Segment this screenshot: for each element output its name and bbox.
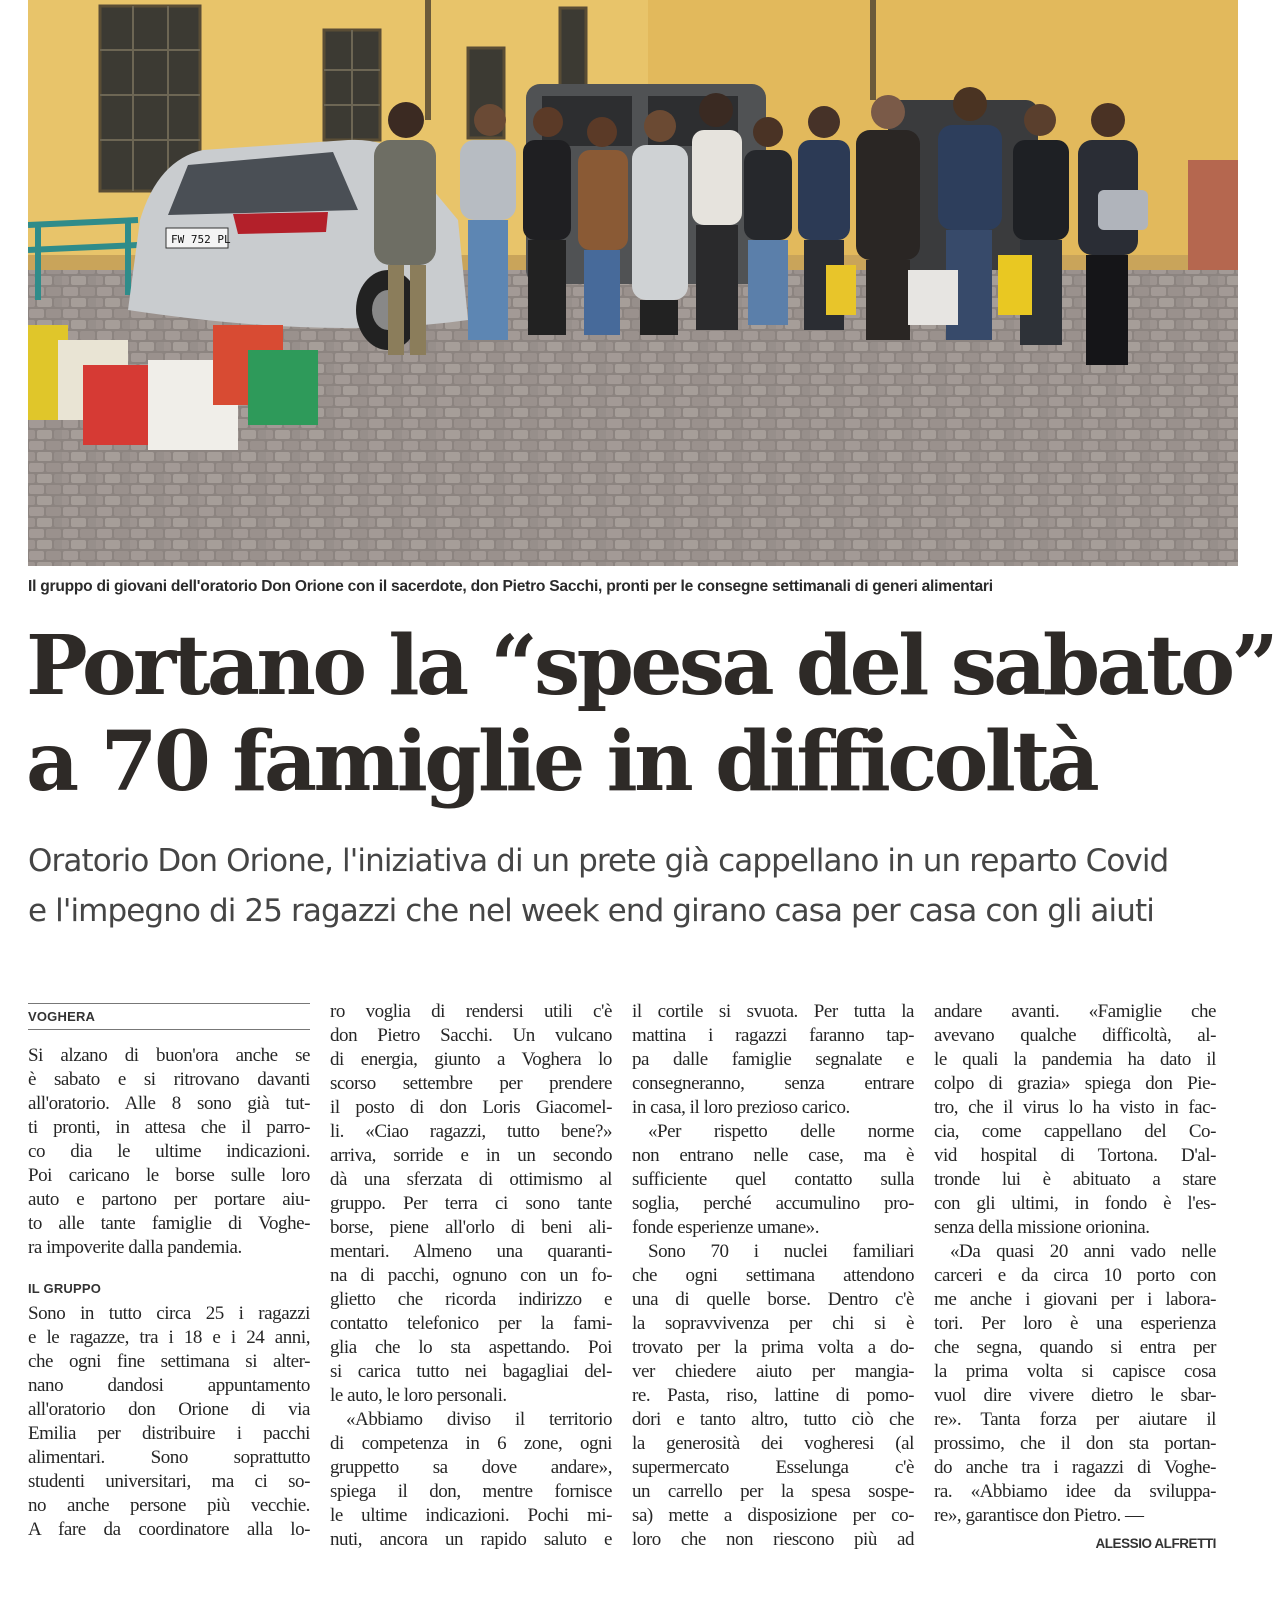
headline xyxy=(26,618,1276,810)
paragraph xyxy=(28,1302,310,1542)
text-line: senza della missione orionina. xyxy=(934,1217,1150,1238)
text-line: spiega il don, mentre fornisce xyxy=(330,1481,612,1502)
dateline: VOGHERA xyxy=(28,1003,310,1030)
text-line: la generosità dei vogheresi (al xyxy=(632,1433,914,1454)
paragraph xyxy=(632,1120,914,1240)
text-line: vuol dire vivere dietro le sbar- xyxy=(934,1385,1216,1406)
byline: ALESSIO ALFRETTI xyxy=(1095,1536,1216,1551)
subheadline-line-2: e l'impegno di 25 ragazzi che nel week end girano casa per casa con gli aiuti xyxy=(28,893,1154,929)
text-line: ra. «Abbiamo idee da sviluppa- xyxy=(934,1481,1216,1502)
section-heading: IL GRUPPO xyxy=(28,1281,102,1296)
text-line: arriva, sorride e in un secondo xyxy=(330,1145,612,1166)
text-line: Si alzano di buon'ora anche se xyxy=(28,1045,310,1066)
group-photo xyxy=(28,0,1238,566)
text-line: non entrano nelle case, ma è xyxy=(632,1145,914,1166)
text-line: to alle tante famiglie di Voghe- xyxy=(28,1213,310,1234)
text-line: studenti universitari, ma ci so- xyxy=(28,1471,310,1492)
text-line: auto e partono per portare aiu- xyxy=(28,1189,310,1210)
text-line: tori. Per loro è una esperienza xyxy=(934,1313,1216,1334)
text-line: consegneranno, senza entrare xyxy=(632,1073,914,1094)
text-line: il cortile si svuota. Per tutta la xyxy=(632,1001,914,1022)
text-line: sufficiente quel contatto sulla xyxy=(632,1169,914,1190)
text-line: e le ragazze, tra i 18 e i 24 anni, xyxy=(28,1327,310,1348)
text-line: prossimo, che il don sta portan- xyxy=(934,1433,1216,1454)
text-line: carceri e da circa 10 porto con xyxy=(934,1265,1216,1286)
text-line: Emilia per distribuire i pacchi xyxy=(28,1423,310,1444)
headline-line-1: Portano la “spesa del sabato” xyxy=(26,618,1276,714)
text-line: no anche persone più vecchie. xyxy=(28,1495,310,1516)
text-line: na di pacchi, ognuno con un fo- xyxy=(330,1265,612,1286)
text-line: mentari. Almeno una quaranti- xyxy=(330,1241,612,1262)
text-line: nuti, ancora un rapido saluto e xyxy=(330,1529,612,1550)
text-line: tronde lui è abituato a stare xyxy=(934,1169,1216,1190)
text-line: le quali la pandemia ha dato il xyxy=(934,1049,1216,1070)
paragraph xyxy=(330,1408,612,1552)
text-line: pa dalle famiglie segnalate e xyxy=(632,1049,914,1070)
photo-illustration xyxy=(28,0,1238,566)
text-line: cia, come cappellano del Co- xyxy=(934,1121,1216,1142)
text-line: «Da quasi 20 anni vado nelle xyxy=(950,1241,1216,1262)
license-plate: FW 752 PL xyxy=(171,233,231,246)
text-line: don Pietro Sacchi. Un vulcano xyxy=(330,1025,612,1046)
paragraph xyxy=(632,1240,914,1552)
text-line: ro voglia di rendersi utili c'è xyxy=(330,1001,612,1022)
text-line: le auto, le loro personali. xyxy=(330,1385,507,1406)
text-line: contatto telefonico per la fami- xyxy=(330,1313,612,1334)
text-line: che ogni settimana attendono xyxy=(632,1265,914,1286)
text-line: glia che lo sta aspettando. Poi xyxy=(330,1337,612,1358)
text-line: la prima volta si capisce cosa xyxy=(934,1361,1216,1382)
text-line: soglia, perché accumulino pro- xyxy=(632,1193,914,1214)
people-group xyxy=(374,87,1148,365)
text-line: di energia, giunto a Voghera lo xyxy=(330,1049,612,1070)
text-line: gruppo. Per terra ci sono tante xyxy=(330,1193,612,1214)
text-line: Sono 70 i nuclei familiari xyxy=(648,1241,914,1262)
text-line: co dia le ultime indicazioni. xyxy=(28,1141,310,1162)
text-line: alimentari. Sono soprattutto xyxy=(28,1447,310,1468)
paragraph xyxy=(330,1000,612,1408)
text-line: loro che non riescono più ad xyxy=(632,1529,914,1550)
text-line: Sono in tutto circa 25 i ragazzi xyxy=(28,1303,310,1324)
text-line: scorso settembre per prendere xyxy=(330,1073,612,1094)
article-column-1 xyxy=(28,1000,310,1542)
text-line: «Per rispetto delle norme xyxy=(648,1121,914,1142)
article-column-4 xyxy=(934,1000,1216,1556)
text-line: nano dandosi appuntamento xyxy=(28,1375,310,1396)
text-line: ver chiedere aiuto per mangia- xyxy=(632,1361,914,1382)
paragraph xyxy=(934,1240,1216,1528)
text-line: si carica tutto nei bagagliai del- xyxy=(330,1361,612,1382)
text-line: colpo di grazia» spiega don Pie- xyxy=(934,1073,1216,1094)
text-line: Poi caricano le borse sulle loro xyxy=(28,1165,310,1186)
text-line: dori e tanto altro, tutto ciò che xyxy=(632,1409,914,1430)
text-line: ti pronti, in attesa che il parro- xyxy=(28,1117,310,1138)
text-line: A fare da coordinatore alla lo- xyxy=(28,1519,310,1540)
text-line: gruppetto sa dove andare», xyxy=(330,1457,612,1478)
text-line: vid hospital di Tortona. D'al- xyxy=(934,1145,1216,1166)
text-line: re», garantisce don Pietro. — xyxy=(934,1505,1144,1526)
text-line: me anche i giovani per i labora- xyxy=(934,1289,1216,1310)
subheadline xyxy=(28,836,1258,936)
text-line: di competenza in 6 zone, ogni xyxy=(330,1433,612,1454)
text-line: dà una sferzata di ottimismo al xyxy=(330,1169,612,1190)
text-line: trovato per la prima volta a do- xyxy=(632,1337,914,1358)
paragraph xyxy=(28,1044,310,1260)
text-line: all'oratorio don Orione di via xyxy=(28,1399,310,1420)
text-line: fonde esperienze umane». xyxy=(632,1217,820,1238)
text-line: con gli ultimi, in fondo è l'es- xyxy=(934,1193,1216,1214)
text-line: re. Pasta, riso, lattine di pomo- xyxy=(632,1385,914,1406)
text-line: glietto che ricorda indirizzo e xyxy=(330,1289,612,1310)
article-column-3 xyxy=(632,1000,914,1552)
text-line: borse, piene all'orlo di beni ali- xyxy=(330,1217,612,1238)
text-line: andare avanti. «Famiglie che xyxy=(934,1001,1216,1022)
photo-caption: Il gruppo di giovani dell'oratorio Don Orione con il sacerdote, don Pietro Sacchi, pronti per le consegne settimanali di generi alimentari xyxy=(28,578,993,595)
text-line: è sabato e si ritrovano davanti xyxy=(28,1069,310,1090)
text-line: che segna, quando si entra per xyxy=(934,1337,1216,1358)
text-line: do anche tra i ragazzi di Voghe- xyxy=(934,1457,1216,1478)
headline-line-2: a 70 famiglie in difficoltà xyxy=(26,714,1097,810)
text-line: un carrello per la spesa sospe- xyxy=(632,1481,914,1502)
text-line: sa) mette a disposizione per co- xyxy=(632,1505,914,1526)
text-line: che ogni fine settimana si alter- xyxy=(28,1351,310,1372)
paragraph xyxy=(632,1000,914,1120)
text-line: il posto di don Loris Giacomel- xyxy=(330,1097,612,1118)
text-line: «Abbiamo diviso il territorio xyxy=(346,1409,612,1430)
paragraph xyxy=(934,1000,1216,1240)
text-line: supermercato Esselunga c'è xyxy=(632,1457,914,1478)
text-line: le ultime indicazioni. Pochi mi- xyxy=(330,1505,612,1526)
text-line: ra impoverite dalla pandemia. xyxy=(28,1237,242,1258)
subheadline-line-1: Oratorio Don Orione, l'iniziativa di un prete già cappellano in un reparto Covid xyxy=(28,843,1169,879)
text-line: li. «Ciao ragazzi, tutto bene?» xyxy=(330,1121,612,1142)
article-column-2 xyxy=(330,1000,612,1552)
text-line: in casa, il loro prezioso carico. xyxy=(632,1097,850,1118)
text-line: mattina i ragazzi faranno tap- xyxy=(632,1025,914,1046)
text-line: re». Tanta forza per aiutare il xyxy=(934,1409,1216,1430)
text-line: avevano qualche difficoltà, al- xyxy=(934,1025,1216,1046)
text-line: all'oratorio. Alle 8 sono già tut- xyxy=(28,1093,310,1114)
text-line: la sopravvivenza per chi si è xyxy=(632,1313,914,1334)
text-line: una di quelle borse. Dentro c'è xyxy=(632,1289,914,1310)
text-line: tro, che il virus lo ha visto in fac- xyxy=(934,1097,1216,1118)
